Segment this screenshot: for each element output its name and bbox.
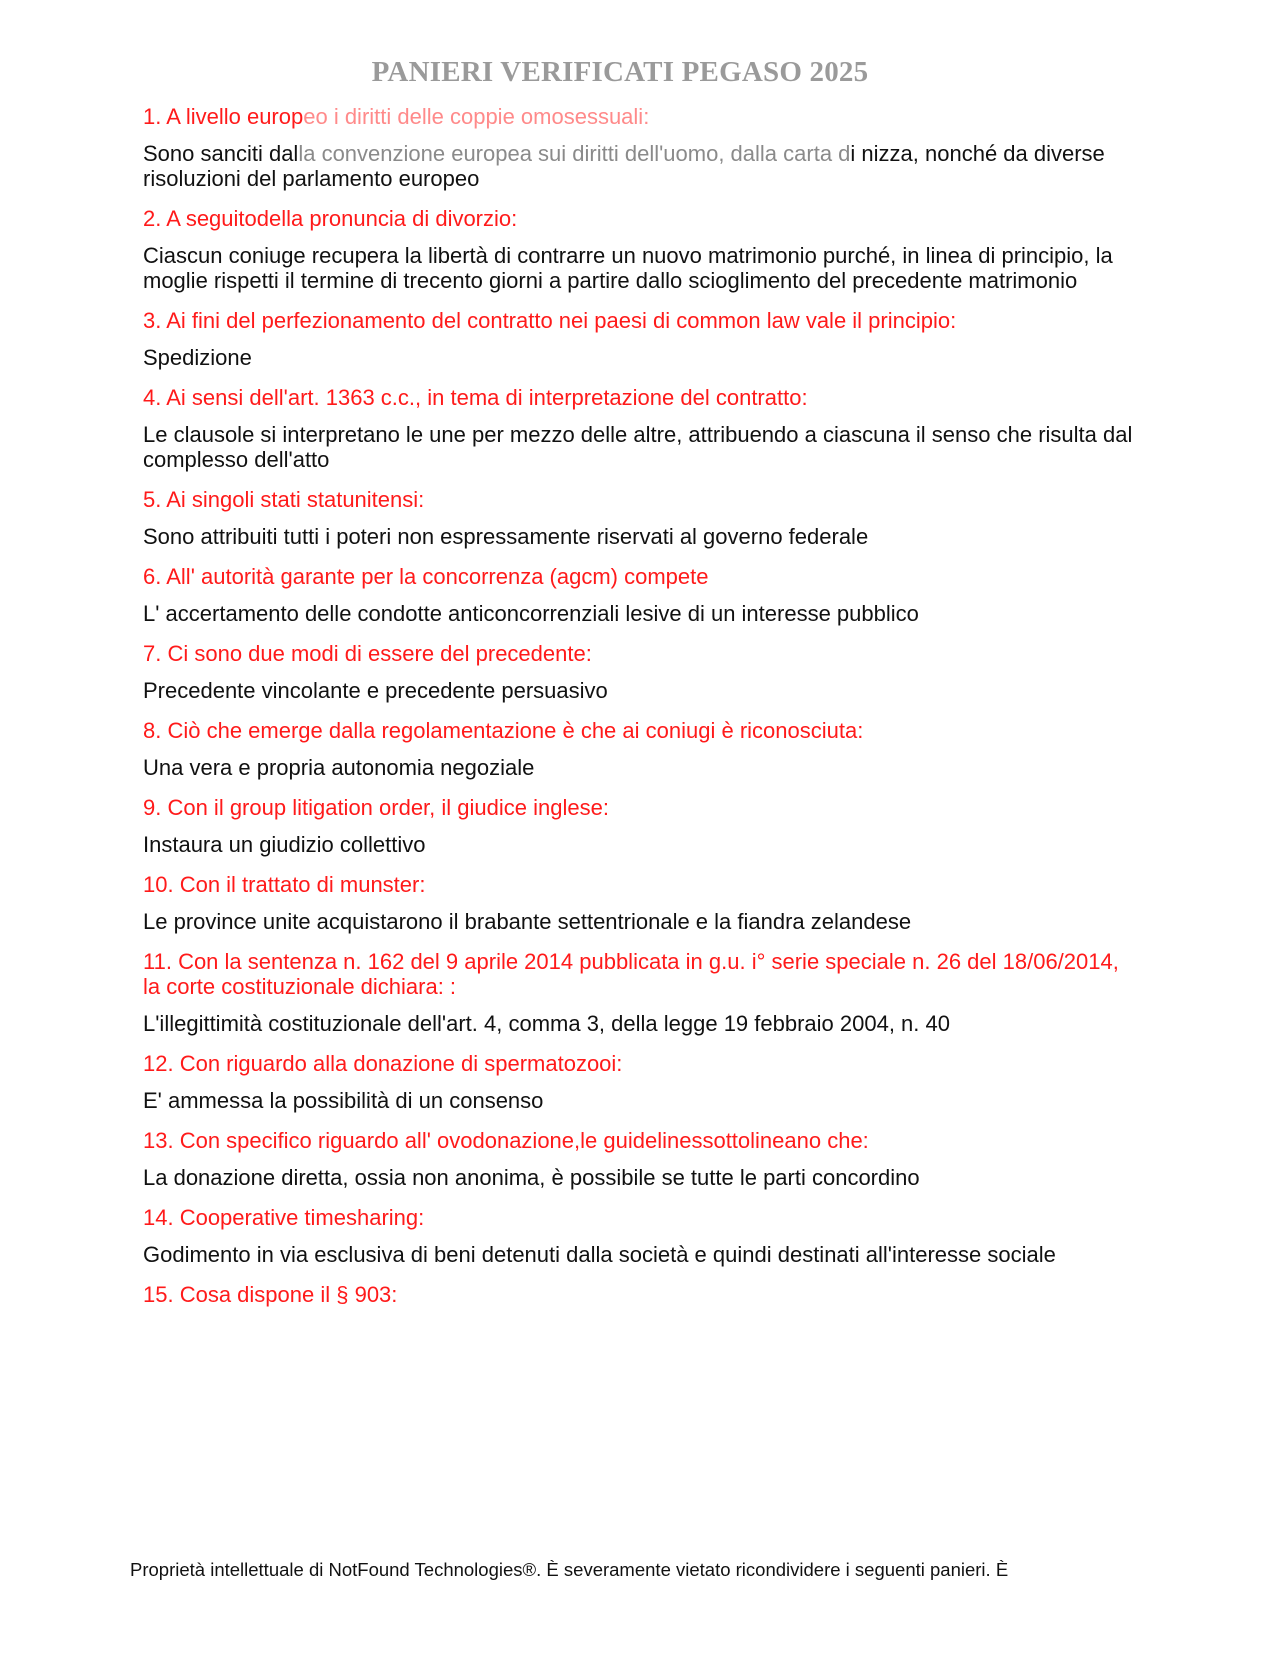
question-2: 2. A seguitodella pronuncia di divorzio: — [143, 206, 518, 231]
question-13: 13. Con specifico riguardo all' ovodonazione,le guidelinessottolineano che: — [143, 1128, 869, 1153]
question-6: 6. All' autorità garante per la concorrenza (agcm) compete — [143, 564, 709, 589]
answer-2: Ciascun coniuge recupera la libertà di contrarre un nuovo matrimonio purché, in linea di principio, la moglie rispetti il termine di trecento giorni a partire dallo scioglimento del precedente matrimonio — [143, 243, 1113, 293]
question-1-part-b: eo i diritti delle coppie omosessuali: — [303, 104, 650, 129]
question-11: 11. Con la sentenza n. 162 del 9 aprile 2014 pubblicata in g.u. i° serie speciale n. 26 del 18/06/2014, la corte costituzionale dichiara: : — [143, 949, 1119, 999]
qa-item-6 — [143, 564, 1133, 626]
question-15: 15. Cosa dispone il § 903: — [143, 1282, 398, 1307]
question-answer-list — [143, 104, 1133, 1322]
question-1 — [143, 104, 1133, 129]
qa-item-9 — [143, 795, 1133, 857]
answer-4: Le clausole si interpretano le une per mezzo delle altre, attribuendo a ciascuna il senso che risulta dal complesso dell'atto — [143, 422, 1133, 472]
page-title: PANIERI VERIFICATI PEGASO 2025 — [371, 56, 869, 88]
qa-item-1 — [143, 104, 1133, 191]
answer-6: L' accertamento delle condotte anticoncorrenziali lesive di un interesse pubblico — [143, 601, 919, 626]
answer-1-part-a: Sono sanciti dal — [143, 141, 299, 166]
answer-1-part-c: i nizza, nonché da diverse risoluzioni del parlamento europeo — [143, 141, 1105, 191]
qa-item-12 — [143, 1051, 1133, 1113]
question-8: 8. Ciò che emerge dalla regolamentazione è che ai coniugi è riconosciuta: — [143, 718, 864, 743]
answer-12: E' ammessa la possibilità di un consenso — [143, 1088, 544, 1113]
qa-item-14 — [143, 1205, 1133, 1267]
answer-9: Instaura un giudizio collettivo — [143, 832, 426, 857]
answer-7: Precedente vincolante e precedente persuasivo — [143, 678, 608, 703]
qa-item-3 — [143, 308, 1133, 370]
answer-8: Una vera e propria autonomia negoziale — [143, 755, 535, 780]
qa-item-10 — [143, 872, 1133, 934]
question-1-part-a: 1. A livello europ — [143, 104, 304, 129]
qa-item-11 — [143, 949, 1133, 1036]
qa-item-15 — [143, 1282, 1133, 1307]
question-14: 14. Cooperative timesharing: — [143, 1205, 425, 1230]
qa-item-7 — [143, 641, 1133, 703]
answer-5: Sono attribuiti tutti i poteri non espressamente riservati al governo federale — [143, 524, 869, 549]
qa-item-4 — [143, 385, 1133, 472]
footer-disclaimer: Proprietà intellettuale di NotFound Technologies®. È severamente vietato ricondividere i seguenti panieri. È — [130, 1559, 1009, 1580]
answer-1 — [143, 141, 1133, 191]
answer-10: Le province unite acquistarono il brabante settentrionale e la fiandra zelandese — [143, 909, 912, 934]
qa-item-2 — [143, 206, 1133, 293]
answer-11: L'illegittimità costituzionale dell'art. 4, comma 3, della legge 19 febbraio 2004, n. 40 — [143, 1011, 950, 1036]
question-9: 9. Con il group litigation order, il giudice inglese: — [143, 795, 609, 820]
answer-3: Spedizione — [143, 345, 252, 370]
qa-item-5 — [143, 487, 1133, 549]
question-10: 10. Con il trattato di munster: — [143, 872, 426, 897]
answer-14: Godimento in via esclusiva di beni detenuti dalla società e quindi destinati all'interesse sociale — [143, 1242, 1056, 1267]
qa-item-13 — [143, 1128, 1133, 1190]
qa-item-8 — [143, 718, 1133, 780]
answer-1-part-b: la convenzione europea sui diritti dell'uomo, dalla carta d — [298, 141, 851, 166]
question-5: 5. Ai singoli stati statunitensi: — [143, 487, 425, 512]
question-12: 12. Con riguardo alla donazione di spermatozooi: — [143, 1051, 623, 1076]
question-4: 4. Ai sensi dell'art. 1363 c.c., in tema di interpretazione del contratto: — [143, 385, 808, 410]
question-7: 7. Ci sono due modi di essere del precedente: — [143, 641, 592, 666]
answer-13: La donazione diretta, ossia non anonima, è possibile se tutte le parti concordino — [143, 1165, 920, 1190]
question-3: 3. Ai fini del perfezionamento del contratto nei paesi di common law vale il principio: — [143, 308, 957, 333]
